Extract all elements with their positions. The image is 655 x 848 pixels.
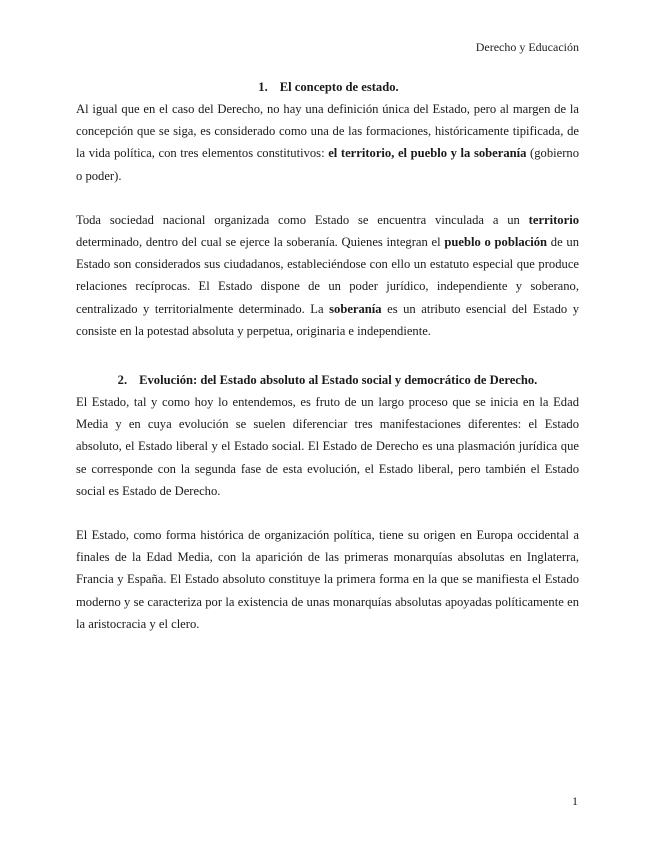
text-run: (gobierno o poder).: [76, 146, 579, 183]
text-run: Al igual que en el caso del Derecho, no hay una definición única del Estado, pero al margen de la concepción que se siga, es considerado como una de las formaciones, históricamente tipificada, de la vida política, con tres elementos constitutivos:: [76, 102, 579, 161]
bold-term: el territorio, el pueblo y la soberanía: [328, 146, 527, 161]
paragraph: El Estado, tal y como hoy lo entendemos, es fruto de un largo proceso que se inicia en la Edad Media y en cuya evolución se suelen diferenciar tres manifestaciones diferentes: el Estado absoluto, el Estado liberal y el Estado social. El Estado de Derecho es una plasmación jurídica que se corresponde con la segunda fase de esta evolución, el Estado liberal, pero también el Estado social es Estado de Derecho.: [76, 395, 579, 498]
text-run: Toda sociedad nacional organizada como Estado se encuentra vinculada a un: [76, 212, 529, 227]
section-heading-2: [76, 369, 579, 391]
page-number: 1: [572, 794, 578, 808]
paragraph: El Estado, como forma histórica de organización política, tiene su origen en Europa occidental a finales de la Edad Media, con la aparición de las primeras monarquías absolutas en Inglaterra, Francia y España. El Estado absoluto constituye la primera forma en la que se manifiesta el Estado moderno y se caracteriza por la existencia de unas monarquías absolutas apoyadas políticamente en la aristocracia y el clero.: [76, 528, 579, 631]
section-title: Evolución: del Estado absoluto al Estado social y democrático de Derecho.: [139, 373, 538, 388]
bold-term: territorio: [528, 212, 579, 227]
text-run: es un atributo esencial del Estado y consiste en la potestad absoluta y perpetua, originaria e independiente.: [76, 301, 579, 338]
bold-term: soberanía: [329, 301, 382, 316]
bold-term: pueblo o población: [444, 235, 548, 250]
section-title: El concepto de estado.: [279, 80, 399, 94]
paragraph: [76, 209, 579, 342]
document-body: [76, 76, 579, 635]
section-heading-1: [76, 76, 579, 98]
text-run: de un Estado son considerados sus ciudadanos, estableciéndose con ello un estatuto especial que produce relaciones recíprocas. El Estado dispone de un poder jurídico, independiente y soberano, centralizado y territorialmente determinado. La: [76, 235, 579, 316]
section-number: 1.: [258, 80, 268, 94]
section-number: 2.: [117, 373, 128, 388]
paragraph: [76, 98, 579, 187]
text-run: determinado, dentro del cual se ejerce la soberanía. Quienes integran el: [76, 235, 445, 250]
running-header: Derecho y Educación: [475, 40, 579, 54]
